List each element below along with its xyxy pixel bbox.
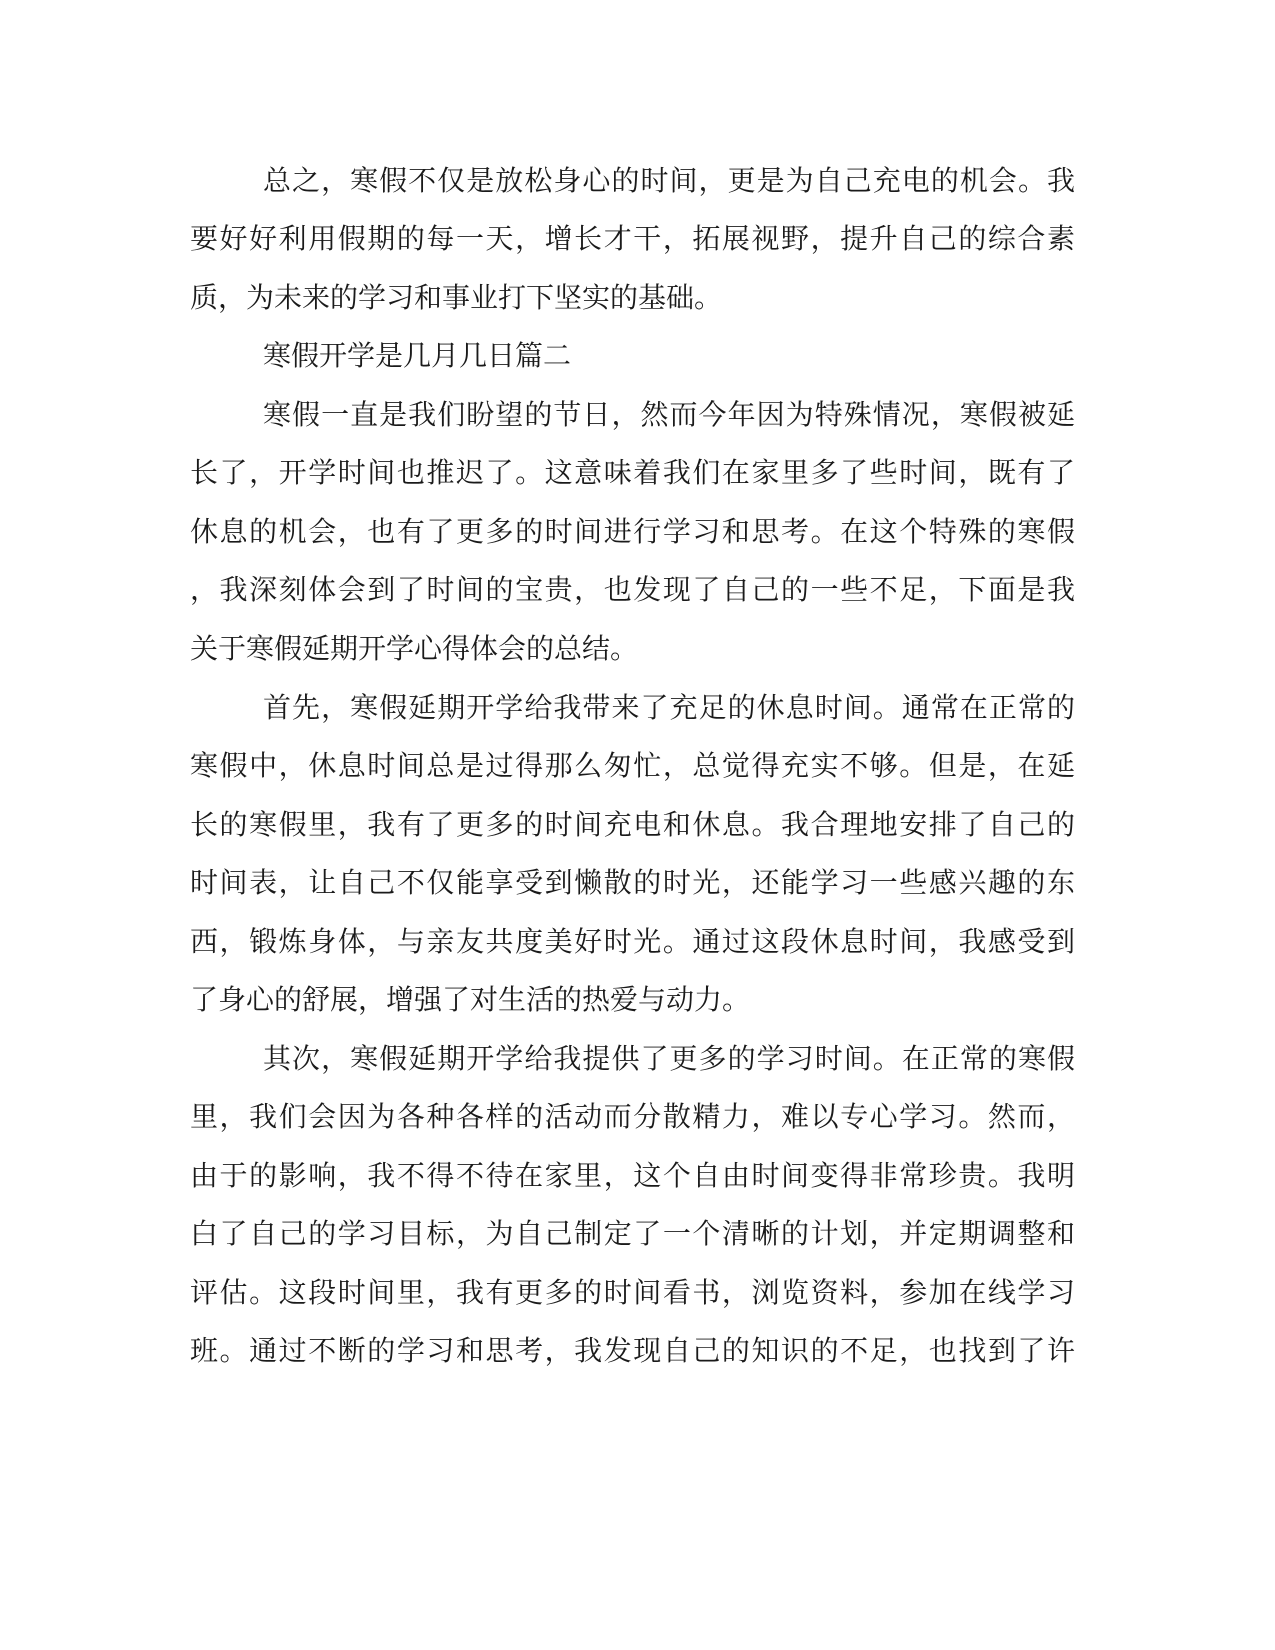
paragraph-line: 由于的影响，我不得不待在家里，这个自由时间变得非常珍贵。我明 [190, 1159, 1075, 1192]
paragraph-line: 寒假中，休息时间总是过得那么匆忙，总觉得充实不够。但是，在延 [190, 749, 1075, 782]
paragraph-line: ，我深刻体会到了时间的宝贵，也发现了自己的一些不足，下面是我 [190, 573, 1075, 606]
paragraph-line: 首先，寒假延期开学给我带来了充足的休息时间。通常在正常的 [263, 691, 1075, 724]
paragraph-line: 里，我们会因为各种各样的活动而分散精力，难以专心学习。然而， [190, 1100, 1075, 1133]
paragraph-line: 要好好利用假期的每一天，增长才干，拓展视野，提升自己的综合素 [190, 222, 1075, 255]
paragraph-line: 时间表，让自己不仅能享受到懒散的时光，还能学习一些感兴趣的东 [190, 866, 1075, 899]
paragraph-line: 其次，寒假延期开学给我提供了更多的学习时间。在正常的寒假 [263, 1042, 1075, 1075]
paragraph-line: 质，为未来的学习和事业打下坚实的基础。 [190, 281, 723, 314]
paragraph-line: 了身心的舒展，增强了对生活的热爱与动力。 [190, 983, 751, 1016]
paragraph-line: 班。通过不断的学习和思考，我发现自己的知识的不足，也找到了许 [190, 1334, 1075, 1367]
paragraph-line: 长了，开学时间也推迟了。这意味着我们在家里多了些时间，既有了 [190, 456, 1075, 489]
paragraph-line: 寒假一直是我们盼望的节日，然而今年因为特殊情况，寒假被延 [263, 398, 1075, 431]
section-heading: 寒假开学是几月几日篇二 [263, 339, 572, 372]
paragraph-line: 总之，寒假不仅是放松身心的时间，更是为自己充电的机会。我 [263, 164, 1075, 197]
paragraph-line: 评估。这段时间里，我有更多的时间看书，浏览资料，参加在线学习 [190, 1276, 1075, 1309]
paragraph-line: 西，锻炼身体，与亲友共度美好时光。通过这段休息时间，我感受到 [190, 925, 1075, 958]
paragraph-line: 关于寒假延期开学心得体会的总结。 [190, 632, 639, 665]
paragraph-line: 休息的机会，也有了更多的时间进行学习和思考。在这个特殊的寒假 [190, 515, 1075, 548]
paragraph-line: 长的寒假里，我有了更多的时间充电和休息。我合理地安排了自己的 [190, 808, 1075, 841]
paragraph-line: 白了自己的学习目标，为自己制定了一个清晰的计划，并定期调整和 [190, 1217, 1075, 1250]
